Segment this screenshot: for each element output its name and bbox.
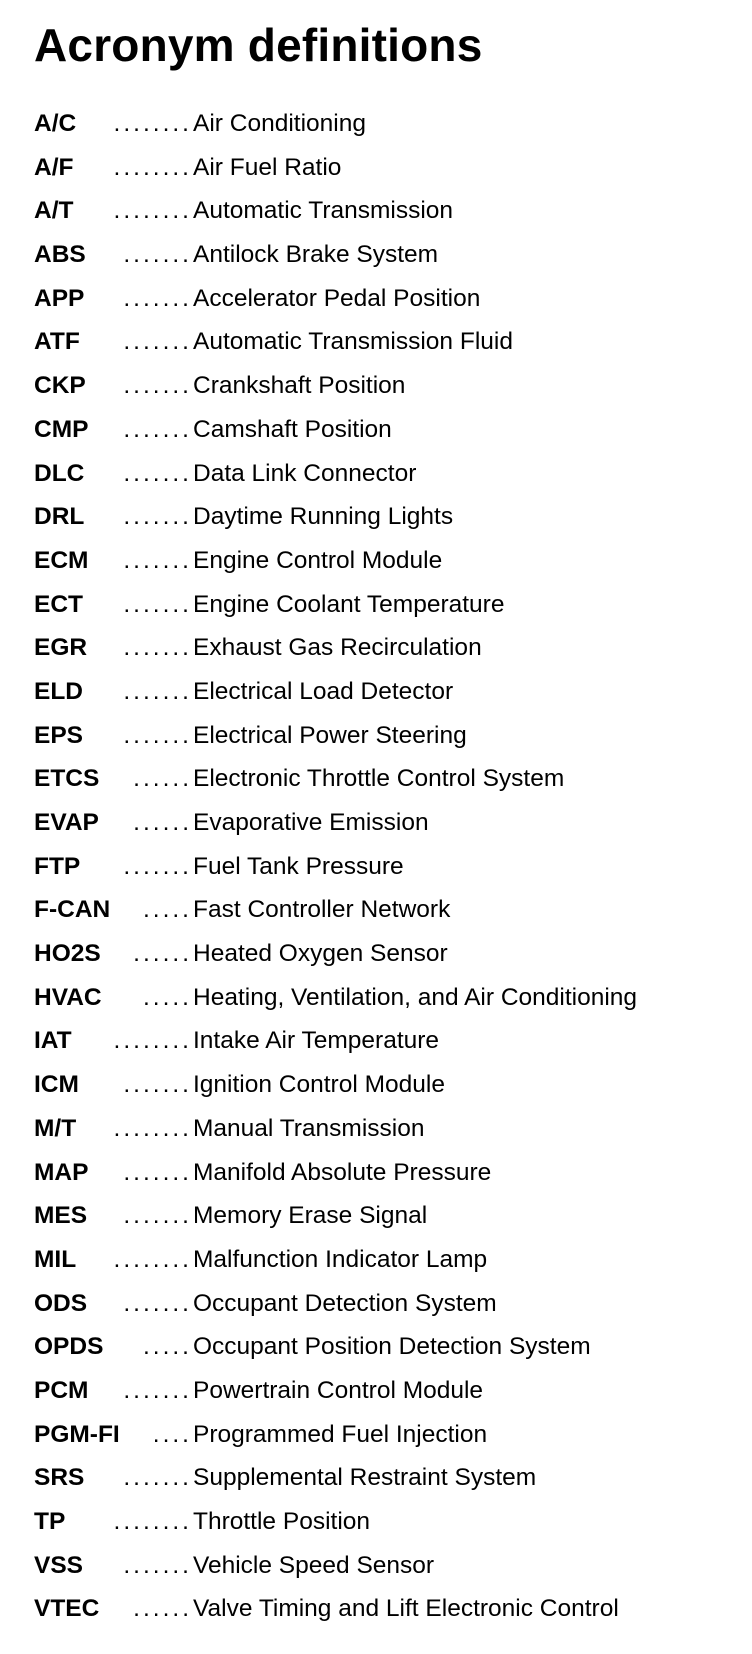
acronym-row [34,1063,744,1107]
acronym-row [34,452,744,496]
dot-leader: .... [152,1420,192,1448]
acronym-definition: Electrical Load Detector [193,677,454,705]
acronym-term: CMP [34,415,89,443]
acronym-definition: Manifold Absolute Pressure [193,1158,492,1186]
acronym-list [34,102,744,1631]
dot-leader: ....... [123,503,192,531]
acronym-term: ABS [34,241,86,269]
acronym-term: MAP [34,1158,89,1186]
acronym-term: TP [34,1508,66,1535]
acronym-row [34,1413,744,1457]
acronym-row [34,626,744,670]
dot-leader: ....... [123,1289,192,1317]
acronym-row [34,976,744,1020]
acronym-definition: Automatic Transmission [193,197,454,225]
acronym-term: ETCS [34,765,100,793]
page-title: Acronym definitions [34,19,483,71]
acronym-term: M/T [34,1114,77,1142]
acronym-definition: Heated Oxygen Sensor [193,940,448,968]
acronym-row [34,320,744,364]
acronym-definition: Engine Coolant Temperature [193,590,505,618]
acronym-definition: Exhaust Gas Recirculation [193,634,482,662]
dot-leader: ....... [123,721,192,749]
acronym-term: EGR [34,634,88,662]
acronym-row [34,1151,744,1195]
dot-leader: ........ [113,1245,192,1273]
dot-leader: ........ [113,153,192,181]
acronym-row [34,189,744,233]
acronym-term: EVAP [34,809,99,836]
acronym-definition: Antilock Brake System [193,241,439,269]
acronym-term: ECT [34,590,83,618]
acronym-term: PGM-FI [34,1420,120,1448]
acronym-term: A/T [34,197,74,225]
dot-leader: ..... [142,983,192,1011]
acronym-definition: Occupant Detection System [193,1289,497,1317]
dot-leader: ..... [142,896,192,924]
dot-leader: ....... [123,590,192,618]
dot-leader: ....... [123,328,192,356]
dot-leader: ...... [133,765,192,793]
acronym-term: VSS [34,1551,84,1579]
dot-leader: ....... [123,459,192,487]
acronym-definition: Fuel Tank Pressure [193,852,404,880]
acronym-term: APP [34,284,85,312]
acronym-term: F-CAN [34,896,111,924]
dot-leader: ........ [113,1027,192,1055]
acronym-definition: Intake Air Temperature [193,1027,440,1055]
acronym-definition: Automatic Transmission Fluid [193,328,513,356]
acronym-row [34,539,744,583]
dot-leader: ........ [113,1508,192,1535]
acronym-definition: Camshaft Position [193,415,392,443]
dot-leader: ....... [123,1464,192,1492]
acronym-row [34,845,744,889]
acronym-term: MES [34,1202,88,1230]
dot-leader: ....... [123,1202,192,1230]
acronym-row [34,102,744,146]
acronym-row [34,364,744,408]
acronym-term: VTEC [34,1595,100,1623]
acronym-definition: Throttle Position [193,1508,371,1535]
acronym-term: HVAC [34,983,102,1011]
dot-leader: ....... [123,1158,192,1186]
acronym-row [34,1544,744,1588]
acronym-definition: Fast Controller Network [193,896,451,924]
dot-leader: ....... [123,677,192,705]
acronym-term: OPDS [34,1333,104,1361]
acronym-definition: Air Fuel Ratio [193,153,342,181]
acronym-term: ATF [34,328,80,356]
acronym-term: HO2S [34,940,101,968]
acronym-definition: Programmed Fuel Injection [193,1420,488,1448]
acronym-row [34,277,744,321]
acronym-term: ICM [34,1071,79,1099]
dot-leader: ....... [123,852,192,880]
acronym-term: ECM [34,546,89,574]
acronym-row [34,146,744,190]
acronym-term: MIL [34,1245,77,1273]
acronym-definition: Supplemental Restraint System [193,1464,537,1492]
acronym-row [34,1500,744,1544]
acronym-row [34,1019,744,1063]
acronym-row [34,233,744,277]
acronym-row [34,932,744,976]
acronym-definition: Engine Control Module [193,546,443,574]
acronym-row [34,1238,744,1282]
acronym-definition: Crankshaft Position [193,372,406,400]
acronym-definition: Electronic Throttle Control System [193,765,565,793]
acronym-definition: Daytime Running Lights [193,503,454,531]
acronym-term: ELD [34,677,83,705]
acronym-row [34,714,744,758]
acronym-row [34,1194,744,1238]
acronym-definition: Malfunction Indicator Lamp [193,1245,488,1273]
dot-leader: ..... [142,1333,192,1361]
dot-leader: ...... [133,1595,192,1623]
acronym-row [34,1587,744,1631]
dot-leader: ...... [133,940,192,968]
dot-leader: ....... [123,1376,192,1404]
acronym-term: A/F [34,153,74,181]
dot-leader: ....... [123,1551,192,1579]
acronym-row [34,1456,744,1500]
acronym-term: FTP [34,852,81,880]
dot-leader: ........ [113,197,192,225]
acronym-term: IAT [34,1027,72,1055]
dot-leader: ....... [123,415,192,443]
dot-leader: ....... [123,372,192,400]
acronym-definition: Heating, Ventilation, and Air Conditioning [193,983,638,1011]
dot-leader: ....... [123,284,192,312]
acronym-term: DLC [34,459,85,487]
acronym-definition: Data Link Connector [193,459,417,487]
dot-leader: ....... [123,634,192,662]
dot-leader: ...... [133,809,192,836]
acronym-term: SRS [34,1464,85,1492]
dot-leader: ........ [113,1114,192,1142]
acronym-term: A/C [34,110,77,137]
dot-leader: ....... [123,546,192,574]
acronym-definition: Memory Erase Signal [193,1202,428,1230]
acronym-row [34,583,744,627]
acronym-definition: Valve Timing and Lift Electronic Control [193,1595,619,1623]
acronym-definition: Powertrain Control Module [193,1376,484,1404]
acronym-row [34,495,744,539]
acronym-row [34,757,744,801]
dot-leader: ........ [113,110,192,137]
acronym-term: PCM [34,1376,89,1404]
acronym-term: CKP [34,372,86,400]
acronym-row [34,801,744,845]
acronym-term: EPS [34,721,84,749]
acronym-definition: Accelerator Pedal Position [193,284,481,312]
acronym-definition: Air Conditioning [193,110,366,137]
dot-leader: ....... [123,241,192,269]
dot-leader: ....... [123,1071,192,1099]
acronym-definition: Vehicle Speed Sensor [193,1551,435,1579]
acronym-definition: Occupant Position Detection System [193,1333,591,1361]
acronym-definition: Evaporative Emission [193,809,429,836]
acronym-definition: Ignition Control Module [193,1071,445,1099]
acronym-definition: Manual Transmission [193,1114,425,1142]
acronym-row [34,1282,744,1326]
acronym-definition: Electrical Power Steering [193,721,467,749]
acronym-row [34,670,744,714]
acronym-row [34,1369,744,1413]
acronym-term: DRL [34,503,85,531]
acronym-row [34,1107,744,1151]
acronym-row [34,408,744,452]
acronym-term: ODS [34,1289,88,1317]
acronym-row [34,1325,744,1369]
acronym-row [34,888,744,932]
